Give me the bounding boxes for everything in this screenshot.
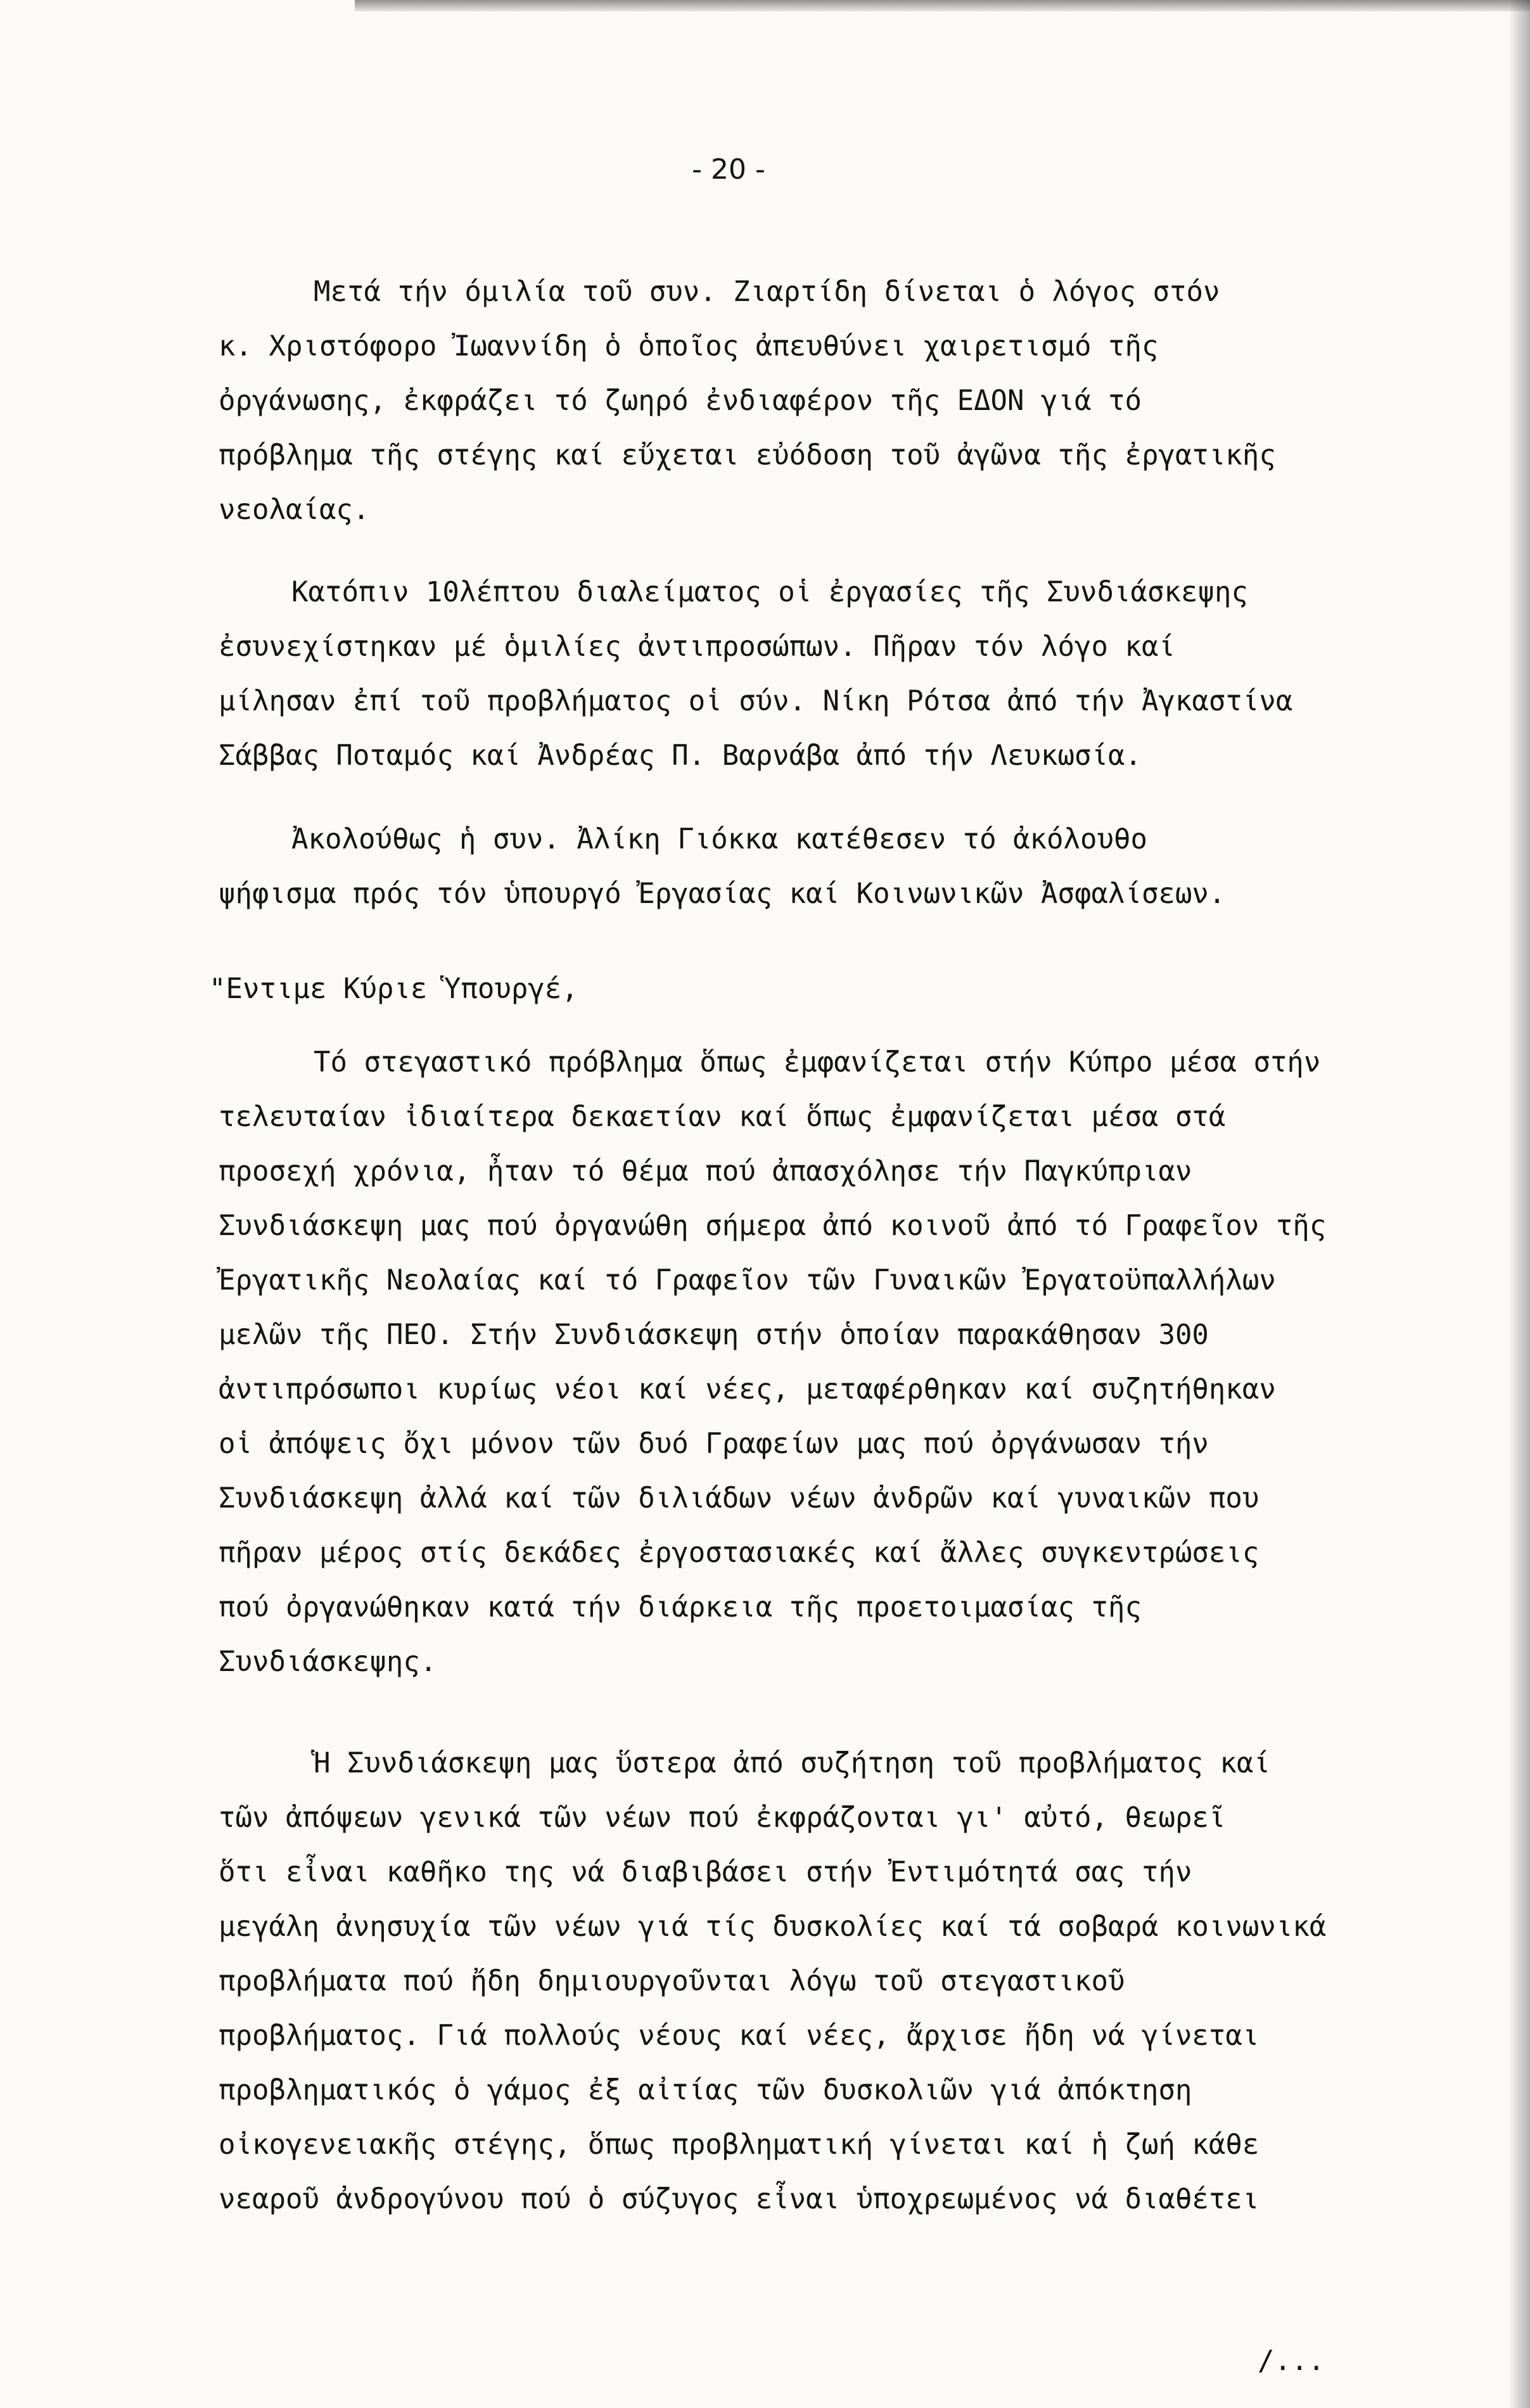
text-line: πρόβλημα τῆς στέγης καί εὔχεται εὐόδοση τοῦ ἀγῶνα τῆς ἐργατικῆς bbox=[219, 439, 1276, 471]
salutation bbox=[209, 962, 1470, 1016]
text-line: ψήφισμα πρός τόν ὑπουργό Ἐργασίας καί Κοινωνικῶν Ἀσφαλίσεων. bbox=[219, 878, 1226, 910]
text-line: Συνδιάσκεψη μας πού ὀργανώθη σήμερα ἀπό κοινοῦ ἀπό τό Γραφεῖον τῆς bbox=[219, 1210, 1327, 1242]
text-line: μελῶν τῆς ΠΕΟ. Στήν Συνδιάσκεψη στήν ὁποίαν παρακάθησαν 300 bbox=[219, 1319, 1209, 1351]
text-line: Τό στεγαστικό πρόβλημα ὅπως ἐμφανίζεται στήν Κύπρο μέσα στήν bbox=[314, 1046, 1321, 1079]
text-line: οἰκογενειακῆς στέγης, ὅπως προβληματική γίνεται καί ἡ ζωή κάθε bbox=[219, 2129, 1259, 2161]
text-line: νεαροῦ ἀνδρογύνου πού ὁ σύζυγος εἶναι ὑποχρεωμένος νά διαθέτει bbox=[219, 2183, 1259, 2215]
paragraph-4 bbox=[219, 1035, 1470, 1689]
text-line: τελευταίαν ἰδιαίτερα δεκαετίαν καί ὅπως ἐμφανίζεται μέσα στά bbox=[219, 1101, 1226, 1133]
paragraph-2 bbox=[219, 565, 1470, 783]
text-line: Κατόπιν 10λέπτου διαλείματος οἱ ἐργασίες τῆς Συνδιάσκεψης bbox=[291, 576, 1248, 608]
paragraph-5 bbox=[219, 1736, 1470, 2227]
text-line: ὅτι εἶναι καθῆκο της νά διαβιβάσει στήν Ἐντιμότητά σας τήν bbox=[219, 1856, 1192, 1888]
text-line: ὀργάνωσης, ἐκφράζει τό ζωηρό ἐνδιαφέρον τῆς ΕΔΟΝ γιά τό bbox=[219, 385, 1142, 417]
continuation-mark: /... bbox=[1258, 2345, 1325, 2377]
paragraph-1 bbox=[219, 265, 1470, 537]
text-line: ἐσυνεχίστηκαν μέ ὁμιλίες ἀντιπροσώπων. Πῆραν τόν λόγο καί bbox=[219, 631, 1175, 663]
scan-top-edge bbox=[355, 0, 1530, 11]
text-line: νεολαίας. bbox=[219, 494, 370, 526]
text-line: Ἡ Συνδιάσκεψη μας ὕστερα ἀπό συζήτηση τοῦ προβλήματος καί bbox=[314, 1747, 1270, 1779]
scan-right-edge bbox=[1508, 0, 1530, 2408]
text-line: "Εντιμε Κύριε Ὑπουργέ, bbox=[209, 973, 578, 1005]
page-number: - 20 - bbox=[692, 153, 765, 186]
text-line: Σάββας Ποταμός καί Ἀνδρέας Π. Βαρνάβα ἀπό τήν Λευκωσία. bbox=[219, 740, 1142, 772]
text-line: Μετά τήν όμιλία τοῦ συν. Ζιαρτίδη δίνεται ὁ λόγος στόν bbox=[314, 276, 1220, 308]
text-line: Συνδιάσκεψης. bbox=[219, 1646, 437, 1678]
text-line: προβλήματα πού ἤδη δημιουργοῦνται λόγω τοῦ στεγαστικοῦ bbox=[219, 1965, 1125, 1997]
text-line: τῶν ἀπόψεων γενικά τῶν νέων πού ἐκφράζονται γι' αὐτό, θεωρεῖ bbox=[219, 1802, 1226, 1834]
text-line: μεγάλη ἀνησυχία τῶν νέων γιά τίς δυσκολίες καί τά σοβαρά κοινωνικά bbox=[219, 1911, 1327, 1943]
text-line: πού ὀργανώθηκαν κατά τήν διάρκεια τῆς προετοιμασίας τῆς bbox=[219, 1591, 1142, 1623]
text-line: Συνδιάσκεψη ἀλλά καί τῶν διλιάδων νέων ἀνδρῶν καί γυναικῶν που bbox=[219, 1482, 1259, 1515]
paragraph-3 bbox=[219, 812, 1470, 921]
text-line: Ἀκολούθως ἡ συν. Ἀλίκη Γιόκκα κατέθεσεν τό ἀκόλουθο bbox=[291, 823, 1148, 855]
text-line: προσεχή χρόνια, ἦταν τό θέμα πού ἀπασχόλησε τήν Παγκύπριαν bbox=[219, 1155, 1192, 1188]
text-line: ἀντιπρόσωποι κυρίως νέοι καί νέες, μεταφέρθηκαν καί συζητήθηκαν bbox=[219, 1373, 1276, 1406]
text-line: προβληματικός ὁ γάμος ἐξ αἰτίας τῶν δυσκολιῶν γιά ἀπόκτηση bbox=[219, 2074, 1192, 2106]
text-line: κ. Χριστόφορο Ἰωαννίδη ὁ ὁποῖος ἀπευθύνει χαιρετισμό τῆς bbox=[219, 330, 1159, 362]
text-line: προβλήματος. Γιά πολλούς νέους καί νέες, ἄρχισε ἤδη νά γίνεται bbox=[219, 2020, 1259, 2052]
text-line: οἱ ἀπόψεις ὄχι μόνον τῶν δυό Γραφείων μας πού ὀργάνωσαν τήν bbox=[219, 1428, 1209, 1460]
text-line: Ἐργατικῆς Νεολαίας καί τό Γραφεῖον τῶν Γυναικῶν Ἐργατοϋπαλλήλων bbox=[219, 1264, 1276, 1297]
text-line: πῆραν μέρος στίς δεκάδες ἐργοστασιακές καί ἄλλες συγκεντρώσεις bbox=[219, 1537, 1259, 1569]
text-line: μίλησαν ἐπί τοῦ προβλήματος οἱ σύν. Νίκη Ρότσα ἀπό τήν Ἀγκαστίνα bbox=[219, 685, 1293, 717]
